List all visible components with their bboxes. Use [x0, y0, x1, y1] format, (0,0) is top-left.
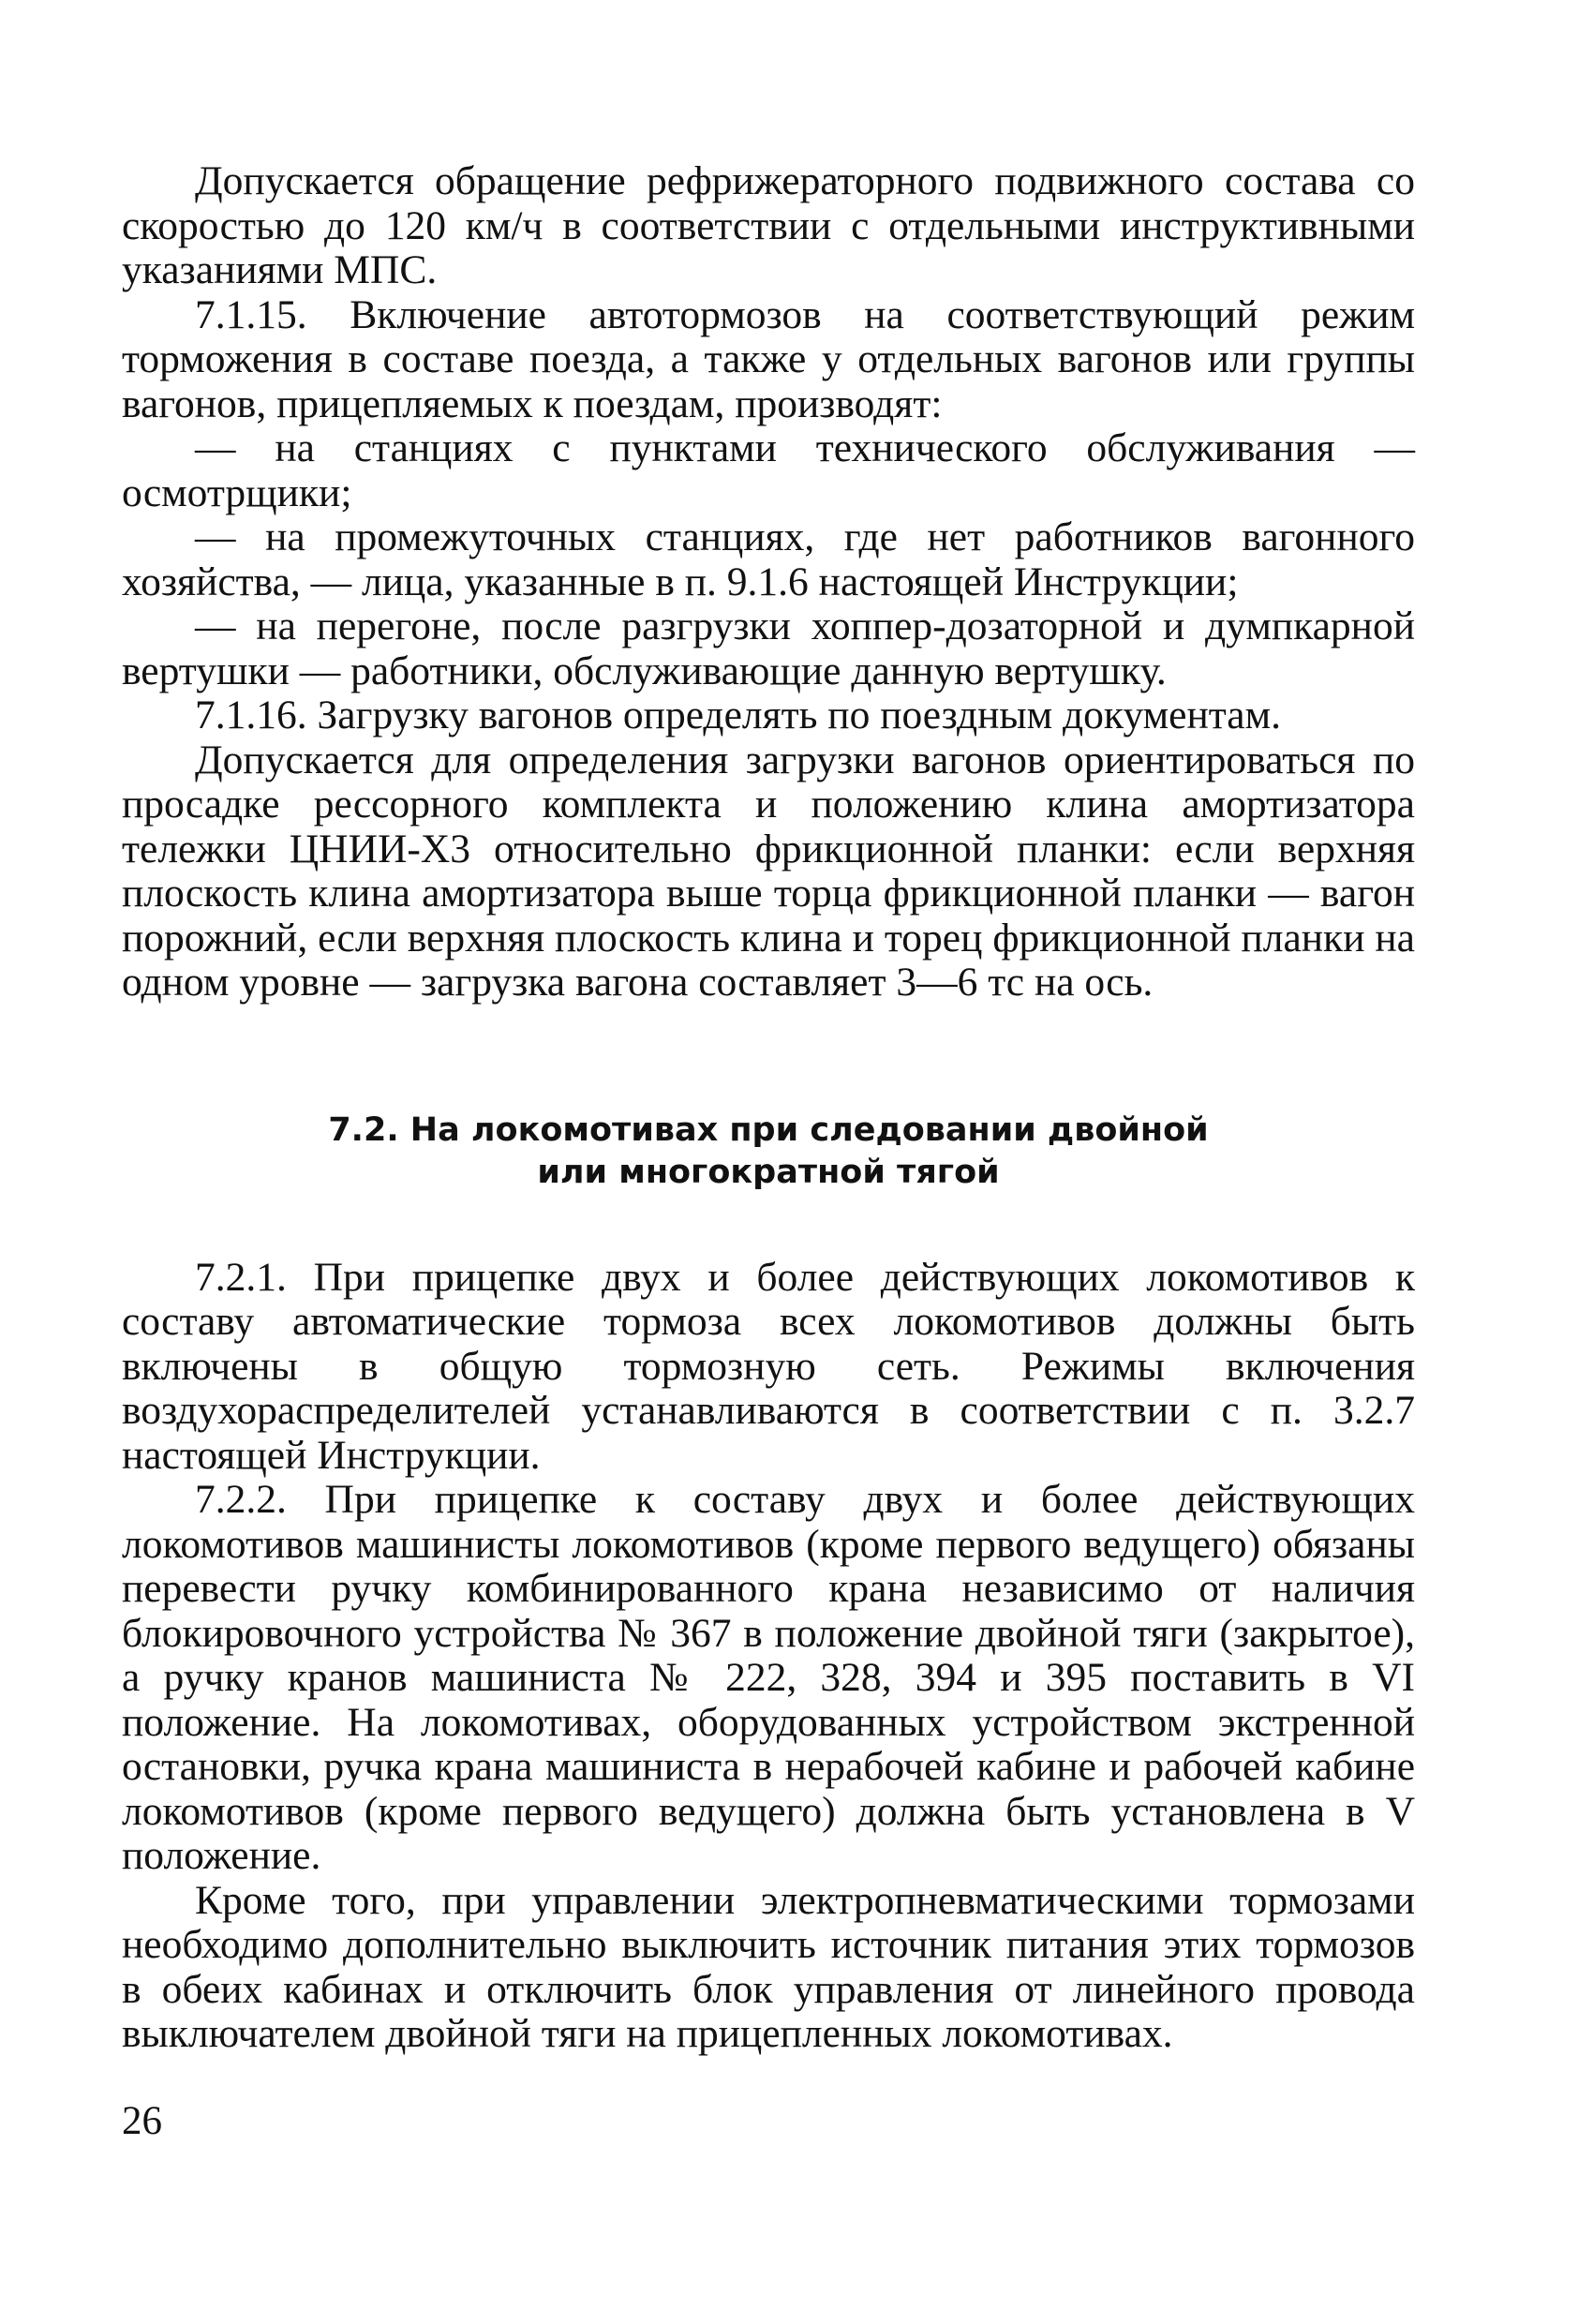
paragraph-electropneumatic: Кроме того, при управлении электропневматическими тормозами необходимо дополнительно выключить источник питания этих тормозов в обеих кабинах и отключить блок управления от линейного провода выключателем двойной тяги на прицепленных локомотивах.	[122, 1877, 1415, 2056]
paragraph-load-determination: Допускается для определения загрузки вагонов ориентироваться по просадке рессорного комплекта и положению клина амортизатора тележки ЦНИИ-Х3 относительно фрикционной планки: если верхняя плоскость клина амортизатора выше торца фрикционной планки — вагон порожний, если верхняя плоскость клина и торец фрикционной планки на одном уровне — загрузка вагона составляет 3—6 тс на ось.	[122, 737, 1415, 1005]
section-heading-7-2	[122, 1110, 1415, 1194]
section-heading-line-1: 7.2. На локомотивах при следовании двойной	[328, 1110, 1209, 1149]
list-item-haul-unloading: — на перегоне, после разгрузки хоппер-дозаторной и думпкарной вертушки — работники, обслуживающие данную вертушку.	[122, 603, 1415, 693]
section-heading-line-2: или многократной тягой	[537, 1153, 1000, 1191]
list-item-intermediate-stations: — на промежуточных станциях, где нет работников вагонного хозяйства, — лица, указанные в п. 9.1.6 настоящей Инструкции;	[122, 514, 1415, 604]
paragraph-7-1-16: 7.1.16. Загрузку вагонов определять по поездным документам.	[195, 693, 1281, 737]
list-item-stations-maintenance: — на станциях с пунктами технического обслуживания — осмотрщики;	[122, 425, 1415, 515]
paragraph-7-1-15: 7.1.15. Включение автотормозов на соответствующий режим торможения в составе поезда, а также у отдельных вагонов или группы вагонов, прицепляемых к поездам, производят:	[122, 291, 1415, 426]
paragraph-7-2-1: 7.2.1. При прицепке двух и более действующих локомотивов к составу автоматические тормоза всех локомотивов должны быть включены в общую тормозную сеть. Режимы включения воздухораспределителей устанавливаются в соответствии с п. 3.2.7 настоящей Инструкции.	[122, 1254, 1415, 1478]
paragraph-refrigerator-speed: Допускается обращение рефрижераторного подвижного состава со скоростью до 120 км/ч в соответствии с отдельными инструктивными указаниями МПС.	[122, 158, 1415, 292]
paragraph-7-2-2: 7.2.2. При прицепке к составу двух и более действующих локомотивов машинисты локомотивов (кроме первого ведущего) обязаны перевести ручку комбинированного крана независимо от наличия блокировочного устройства № 367 в положение двойной тяги (закрытое), а ручку кранов машиниста № 222, 328, 394 и 395 поставить в VI положение. На локомотивах, оборудованных устройством экстренной остановки, ручка крана машиниста в нерабочей кабине и рабочей кабине локомотивов (кроме первого ведущего) должна быть установлена в V положение.	[122, 1477, 1415, 1878]
document-page	[122, 159, 1415, 2057]
page-number: 26	[122, 2099, 162, 2143]
